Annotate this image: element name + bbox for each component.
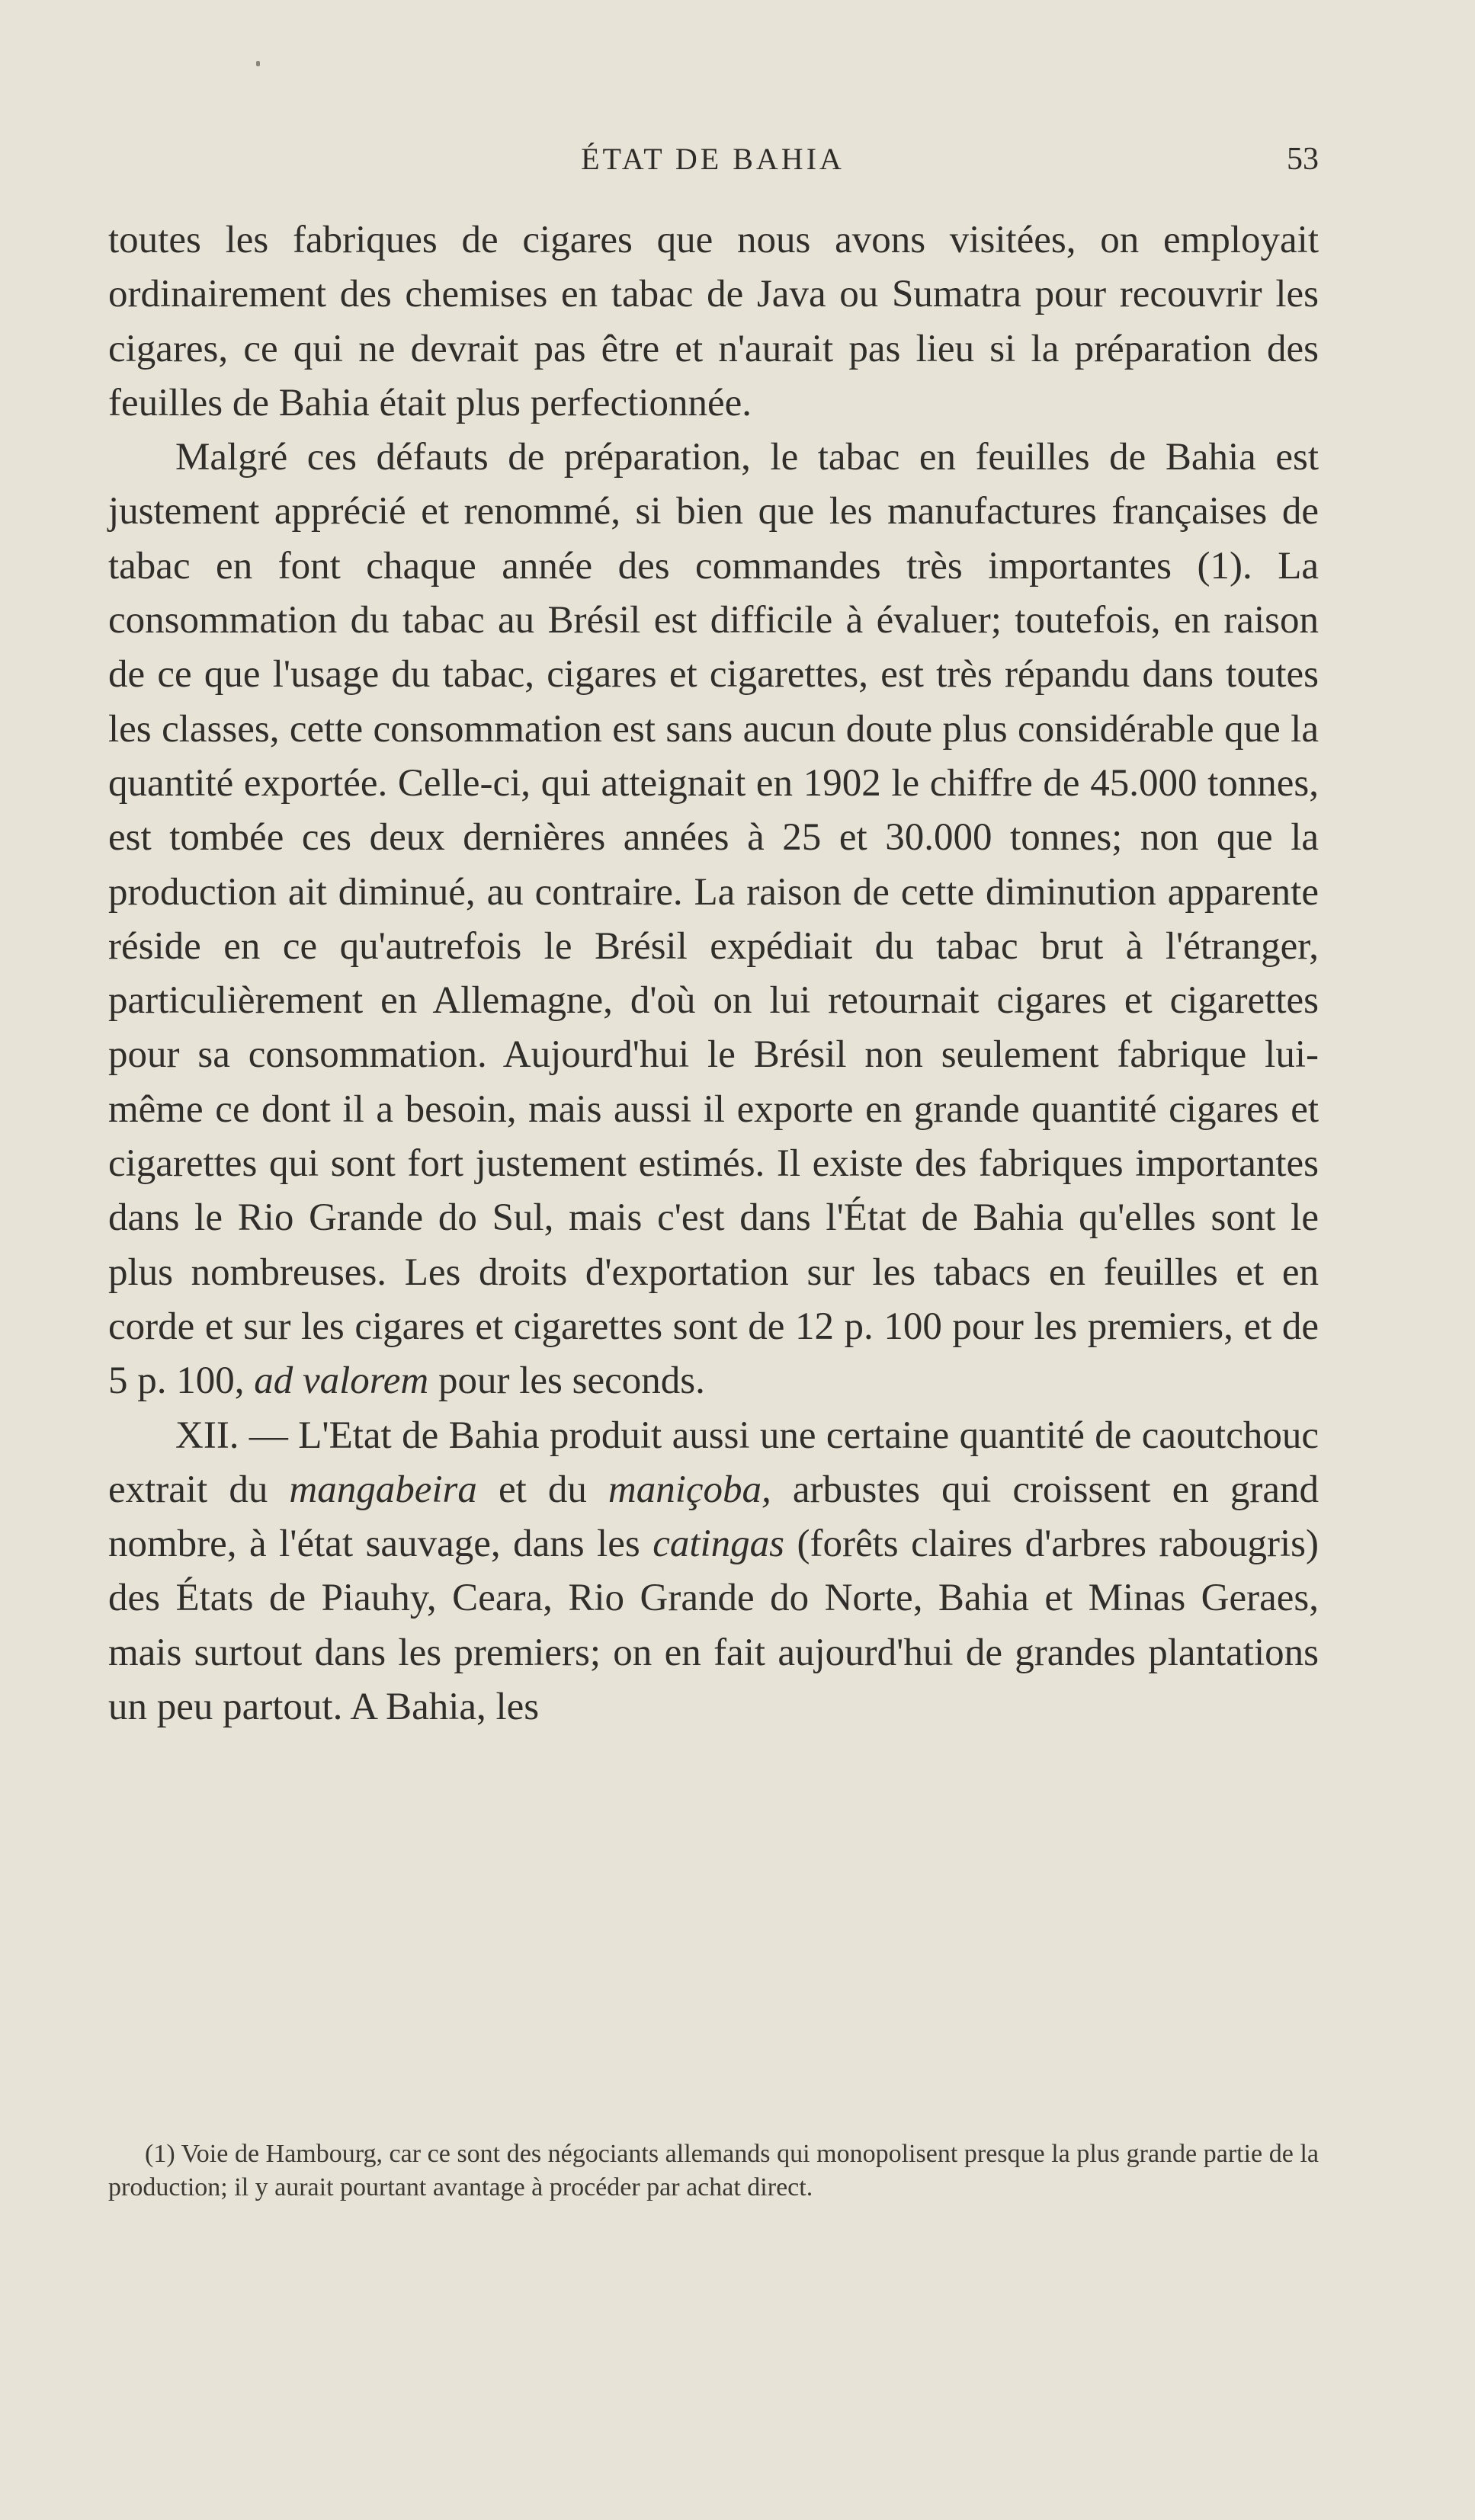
paragraph-2-end: pour les seconds. — [428, 1359, 705, 1403]
page-number: 53 — [1287, 142, 1319, 177]
ink-speck — [256, 61, 260, 66]
body-text — [108, 213, 1319, 1734]
footnote — [108, 2137, 1319, 2205]
term-mangabeira: mangabeira — [289, 1468, 477, 1511]
term-manicoba: maniçoba, — [608, 1468, 771, 1511]
paragraph-3-part-c: arbustes qui croissent en grand nombre, à l'état sauvage, dans les — [108, 1468, 1319, 1566]
paragraph-2 — [108, 431, 1319, 1408]
paragraph-3-part-d: (forêts claires d'arbres rabougris) des États de Piauhy, Ceara, Rio Grande do Norte, Bahia et Minas Geraes, mais surtout dans les premiers; on en fait aujourd'hui de grandes plantations un peu partout. A Bahia, les — [108, 1523, 1319, 1729]
term-catingas: catingas — [653, 1523, 785, 1566]
paragraph-1: toutes les fabriques de cigares que nous avons visitées, on employait ordinairement des chemises en tabac de Java ou Sumatra pour recouvrir les cigares, ce qui ne devrait pas être et n'aurait pas lieu si la préparation des feuilles de Bahia était plus perfectionnée. — [108, 219, 1319, 424]
paragraph-2-text: Malgré ces défauts de préparation, le tabac en feuilles de Bahia est justement apprécié et renommé, si bien que les manufactures françaises de tabac en font chaque année des commandes très importantes (1). La consommation du tabac au Brésil est difficile à évaluer; toutefois, en raison de ce que l'usage du tabac, cigares et cigarettes, est très répandu dans toutes les classes, cette consommation est sans aucun doute plus considérable que la quantité exportée. Celle-ci, qui atteignait en 1902 le chiffre de 45.000 tonnes, est tombée ces deux dernières années à 25 et 30.000 tonnes; non que la production ait diminué, au contraire. La raison de cette diminution apparente réside en ce qu'autrefois le Brésil expédiait du tabac brut à l'étranger, particulièrement en Allemagne, d'où on lui retournait cigares et cigarettes pour sa consommation. Aujourd'hui le Brésil non seulement fabrique lui-même ce dont il a besoin, mais aussi il exporte en grande quantité cigares et cigarettes qui sont fort justement estimés. Il existe des fabriques importantes dans le Rio Grande do Sul, mais c'est dans l'État de Bahia qu'elles sont le plus nombreuses. Les droits d'exportation sur les tabacs en feuilles et en corde et sur les cigares et cigarettes sont de 12 p. 100 pour les premiers, et de 5 p. 100, — [108, 436, 1319, 1403]
paragraph-3-part-b: et du — [476, 1468, 608, 1511]
running-title: ÉTAT DE BAHIA — [581, 142, 845, 176]
paragraph-3-part-a: XII. — L'Etat de Bahia produit aussi une certaine quantité de caoutchouc extrait du — [108, 1414, 1319, 1511]
footnote-text: (1) Voie de Hambourg, car ce sont des négociants allemands qui monopolisent presque la plus grande partie de la production; il y aurait pourtant avantage à procéder par achat direct. — [108, 2140, 1319, 2201]
paragraph-2-italic: ad valorem — [254, 1359, 429, 1403]
paragraph-3 — [108, 1409, 1319, 1735]
page-header — [107, 141, 1319, 187]
